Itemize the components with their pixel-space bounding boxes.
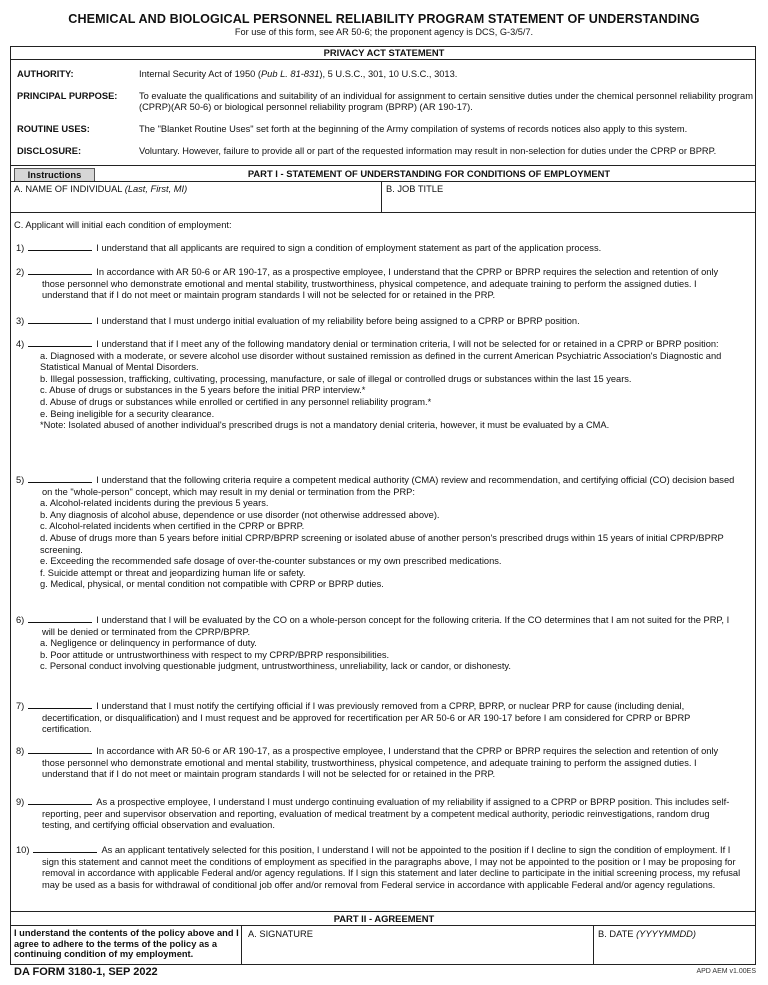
condition-item: [16, 844, 742, 891]
form-title: CHEMICAL AND BIOLOGICAL PERSONNEL RELIABILITY PROGRAM STATEMENT OF UNDERSTANDING: [68, 12, 700, 26]
initials-blank[interactable]: [28, 700, 92, 709]
condition-statement: As a prospective employee, I understand I must undergo continuing evaluation of my reliability if assigned to a CPRP or BPRP position. This includes self-reporting, peer and supervisor observation and reporting, evaluation of medical treatment by a competent medical authority, periodic reinvestigations, random drug testing, and certifying official observation and evaluation.: [42, 797, 730, 831]
condition-item: [16, 315, 742, 328]
initials-blank[interactable]: [28, 745, 92, 754]
date-input[interactable]: [596, 941, 754, 963]
form-subtitle: For use of this form, see AR 50-6; the proponent agency is DCS, G-3/5/7.: [234, 27, 534, 37]
condition-text: [16, 266, 742, 302]
condition-item: [16, 796, 742, 832]
initials-blank[interactable]: [33, 844, 97, 853]
initials-blank[interactable]: [28, 266, 92, 275]
condition-subitem: g. Medical, physical, or mental condition not compatible with CPRP or BPRP duties.: [40, 579, 384, 590]
authority-label: AUTHORITY:: [17, 69, 74, 79]
condition-subitem: b. Any diagnosis of alcohol abuse, dependence or use disorder (not otherwise addressed above).: [40, 509, 440, 520]
condition-text: [16, 844, 742, 891]
condition-number: 4): [16, 339, 25, 349]
condition-item: [16, 614, 742, 673]
condition-text: [16, 474, 742, 498]
purpose-text: To evaluate the qualifications and suitability of an individual for assignment to certain sensitive duties under the chemical personnel reliability program (CPRP)(AR 50-6) or biological personnel reliability program (BPRP) (AR 190-17).: [139, 91, 753, 112]
divider: [10, 165, 756, 166]
condition-statement: In accordance with AR 50-6 or AR 190-17, as a prospective employee, I understand that the CPRP or BPRP requires the selection and retention of only those personnel who demonstrate emotional and mental stability, trustworthiness, physical competence, and adequate training to perform the assigned duties. I understand that if I do not meet or maintain program standards I will not be selected for or retained in the PRP.: [42, 267, 719, 301]
initials-blank[interactable]: [28, 315, 92, 324]
form-number: DA FORM 3180-1, SEP 2022: [14, 966, 158, 978]
privacy-heading: PRIVACY ACT STATEMENT: [323, 47, 445, 58]
condition-statement: As an applicant tentatively selected for this position, I understand I will not be appointed to the position if I decline to sign the condition of employment. If I sign this statement and cannot meet the conditions of employment as specified in the paragraphs above, I may not be appointed to the position or I may be proposing for removal in accordance with applicable Federal and/or agency regulations. If I sign this statement and later decline to participate in the initial screening process, my refusal may be used as a basis for withdrawal of conditional job offer and/or removal from Federal service in accordance with applicable Federal and/or agency regulations.: [42, 845, 741, 890]
initials-blank[interactable]: [28, 796, 92, 805]
divider: [241, 925, 242, 965]
condition-number: 3): [16, 316, 25, 326]
condition-number: 6): [16, 615, 25, 625]
condition-subitem: d. Abuse of drugs more than 5 years before initial CPRP/BPRP screening or isolated abuse of another person's prescribed drugs within 15 years of initial CPRP/BPRP screening.: [40, 532, 724, 555]
condition-item: [16, 745, 742, 781]
routine-label: ROUTINE USES:: [17, 124, 90, 134]
condition-text: [16, 700, 742, 736]
condition-subitem: f. Suicide attempt or threat and jeopardizing human life or safety.: [40, 567, 306, 578]
agreement-text: I understand the contents of the policy above and I agree to adhere to the terms of the policy as a continuing condition of my employment.: [14, 928, 239, 960]
condition-subitem: e. Being ineligible for a security clearance.: [40, 408, 215, 419]
condition-statement: I understand that all applicants are required to sign a condition of employment statement as part of the application process.: [96, 243, 602, 253]
name-input[interactable]: [12, 195, 379, 211]
condition-number: 9): [16, 797, 25, 807]
condition-text: [16, 242, 742, 255]
date-label: B. DATE (YYYYMMDD): [598, 929, 696, 939]
initials-blank[interactable]: [28, 474, 92, 483]
condition-subitem: b. Illegal possession, trafficking, cultivating, processing, manufacture, or sale of illegal or controlled drugs or substances within the last 15 years.: [40, 373, 632, 384]
condition-item: [16, 700, 742, 736]
condition-subitem: a. Negligence or delinquency in performance of duty.: [40, 638, 257, 649]
condition-number: 2): [16, 267, 25, 277]
condition-subitem: c. Abuse of drugs or substances in the 5 years before the initial PRP interview.*: [40, 385, 366, 396]
divider: [381, 181, 382, 212]
authority-row: [17, 69, 754, 80]
initials-blank[interactable]: [28, 338, 92, 347]
condition-subitem: a. Diagnosed with a moderate, or severe alcohol use disorder without sustained remission as defined in the current American Psychiatric Association's Diagnostic and Statistical Manual of Mental Disorders.: [40, 350, 722, 373]
signature-label: A. SIGNATURE: [248, 929, 313, 939]
condition-statement: I understand that I will be evaluated by the CO on a whole-person concept for the following criteria. If the CO determines that I am not suited for the PRP, I will be denied or terminated from the CPRP/BPRP.: [42, 615, 730, 637]
part1-heading: PART I - STATEMENT OF UNDERSTANDING FOR CONDITIONS OF EMPLOYMENT: [247, 168, 611, 179]
conditions-intro: C. Applicant will initial each condition of employment:: [14, 220, 232, 230]
authority-text: Internal Security Act of 1950 (Pub L. 81-831), 5 U.S.C., 301, 10 U.S.C., 3013.: [139, 69, 458, 79]
divider: [593, 925, 594, 965]
condition-number: 5): [16, 475, 25, 485]
condition-number: 10): [16, 845, 30, 855]
disclosure-text: Voluntary. However, failure to provide all or part of the requested information may result in non-selection for duties under the CPRP or BPRP.: [139, 146, 717, 156]
divider: [10, 911, 756, 912]
condition-item: [16, 338, 742, 432]
disclosure-label: DISCLOSURE:: [17, 146, 82, 156]
condition-item: [16, 266, 742, 302]
condition-statement: I understand that if I meet any of the following mandatory denial or termination criteria, I will not be selected for or retained in a CPRP or BPRP position:: [96, 339, 719, 349]
condition-statement: I understand that I must undergo initial evaluation of my reliability before being assigned to a CPRP or BPRP position.: [96, 316, 580, 326]
initials-blank[interactable]: [28, 242, 92, 251]
condition-statement: I understand that I must notify the certifying official if I was previously removed from a CPRP, BPRP, or nuclear PRP for cause (including denial, decertification, or disqualification) and I must request and be approved for recertification per AR 50-6 or AR 190-17 before I am considered for CPRP or BPRP certification.: [42, 701, 691, 735]
condition-text: [16, 338, 742, 351]
condition-number: 1): [16, 243, 25, 253]
divider: [10, 925, 756, 926]
condition-subitem: c. Alcohol-related incidents when certified in the CPRP or BPRP.: [40, 521, 305, 532]
condition-text: [16, 745, 742, 781]
divider: [10, 181, 756, 182]
condition-subitem: c. Personal conduct involving questionable judgment, untrustworthiness, unreliability, lack or candor, or dishonesty.: [40, 661, 511, 672]
initials-blank[interactable]: [28, 614, 92, 623]
condition-subitem: d. Abuse of drugs or substances while enrolled or certified in any personnel reliability program.*: [40, 396, 432, 407]
instructions-button[interactable]: Instructions: [14, 168, 95, 182]
routine-row: [17, 124, 754, 135]
purpose-label: PRINCIPAL PURPOSE:: [17, 91, 118, 101]
condition-statement: I understand that the following criteria require a competent medical authority (CMA) review and recommendation, and certifying official (CO) decision based on the "whole-person" concept, which may result in my denial or termination from the PRP:: [42, 475, 735, 497]
condition-subitem: *Note: Isolated abused of another individual's prescribed drugs is not a mandatory denial criteria, however, it must be evaluated by a CMA.: [40, 420, 610, 431]
condition-item: [16, 474, 742, 591]
condition-text: [16, 614, 742, 638]
condition-number: 7): [16, 701, 25, 711]
condition-item: [16, 242, 742, 255]
part2-heading: PART II - AGREEMENT: [333, 913, 435, 924]
name-field-label: A. NAME OF INDIVIDUAL (Last, First, MI): [14, 184, 188, 194]
divider: [10, 59, 756, 60]
form-version: APD AEM v1.00ES: [696, 968, 756, 975]
disclosure-row: [17, 146, 754, 157]
signature-field[interactable]: [245, 941, 590, 963]
job-title-input[interactable]: [384, 195, 754, 211]
condition-text: [16, 796, 742, 832]
condition-subitem: b. Poor attitude or untrustworthiness with respect to my CPRP/BPRP responsibilities.: [40, 649, 390, 660]
condition-text: [16, 315, 742, 328]
routine-text: The "Blanket Routine Uses" set forth at the beginning of the Army compilation of systems of records notices also apply to this system.: [139, 124, 688, 134]
condition-number: 8): [16, 746, 25, 756]
purpose-row: [17, 91, 754, 113]
condition-statement: In accordance with AR 50-6 or AR 190-17, as a prospective employee, I understand that the CPRP or BPRP requires the selection and retention of only those personnel who demonstrate emotional and mental stability, trustworthiness, physical competence, and adequate training to perform the assigned duties. I understand that if I do not meet or maintain program standards I will not be selected for or retained in the PRP.: [42, 746, 719, 780]
condition-subitem: a. Alcohol-related incidents during the previous 5 years.: [40, 498, 269, 509]
job-title-label: B. JOB TITLE: [386, 184, 444, 194]
condition-subitem: e. Exceeding the recommended safe dosage of over-the-counter substances or my own prescribed medications.: [40, 556, 502, 567]
divider: [10, 212, 756, 213]
